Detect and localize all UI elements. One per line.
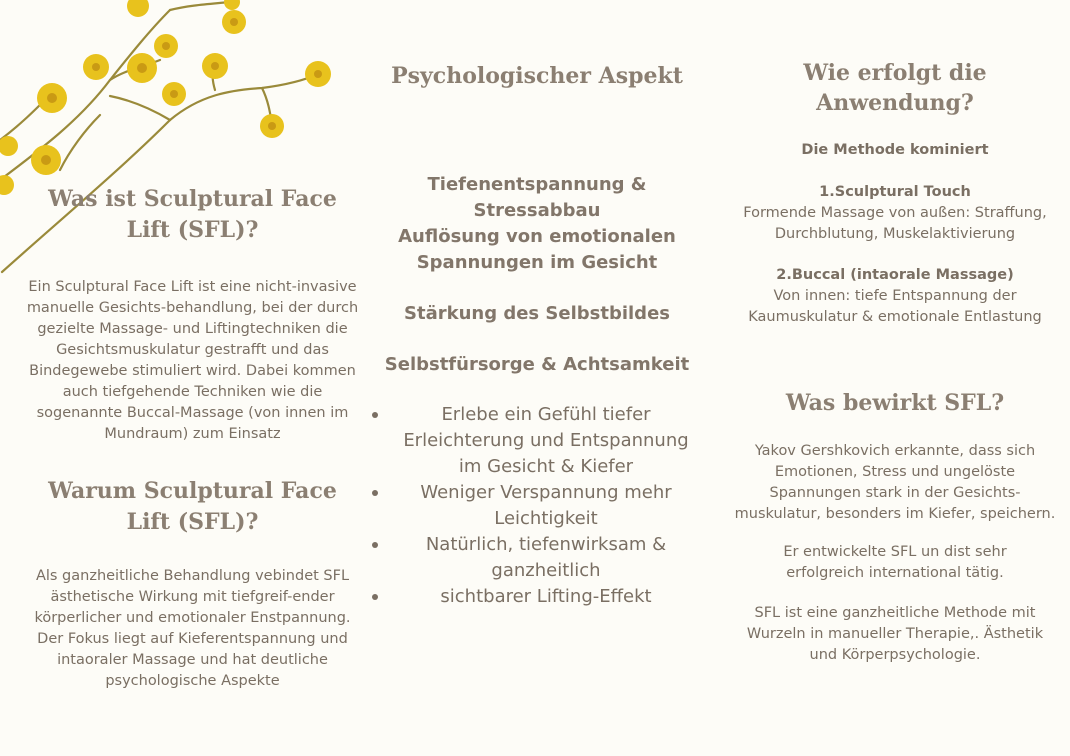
holistic-paragraph: SFL ist eine ganzheitliche Methode mit Wurzeln in manueller Therapie,. Ästhetik und Körperpsychologie. <box>746 605 1044 663</box>
method-2-title: 2.Buccal (intaorale Massage) <box>776 267 1014 283</box>
method-intro: Die Methode kominiert <box>801 142 989 158</box>
development-paragraph: Er entwickelte SFL un dist sehr erfolgreich international tätig. <box>783 544 1007 581</box>
list-item: Weniger Verspannung mehr Leichtigkeit <box>372 480 702 532</box>
benefit-list <box>372 402 702 610</box>
point-deep-relaxation: Tiefenentspannung & Stressabbau <box>427 174 647 221</box>
heading-what-is-sfl: Was ist Sculptural Face Lift (SFL)? <box>48 186 337 243</box>
why-sfl-text: Als ganzheitliche Behandlung vebindet SFL ästhetische Wirkung mit tiefgreif-ender körperlicher und emotionaler Enstpannung. Der Fokus liegt auf Kieferentspannung und intaoraler Massage und hat deutliche psychologische Aspekte <box>34 568 351 689</box>
method-1-title: 1.Sculptural Touch <box>819 184 971 200</box>
heading-how-applied: Wie erfolgt die Anwendung? <box>803 60 987 116</box>
point-emotional-release: Auflösung von emotionalen Spannungen im Gesicht <box>398 226 676 273</box>
method-2-text: Von innen: tiefe Entspannung der Kaumuskulatur & emotionale Entlastung <box>748 288 1042 325</box>
point-self-care: Selbstfürsorge & Achtsamkeit <box>384 354 690 375</box>
point-self-image: Stärkung des Selbstbildes <box>404 303 670 324</box>
what-is-sfl-text: Ein Sculptural Face Lift ist eine nicht-invasive manuelle Gesichts-behandlung, bei der durch gezielte Massage- und Liftingtechniken die Gesichtsmuskulatur gestrafft und das Bindegewebe stimuliert wird. Dabei kommen auch tiefgehende Techniken wie die sogenannte Buccal-Massage (von innen im Mundraum) zum Einsatz <box>26 279 359 442</box>
list-item: Natürlich, tiefenwirksam & ganzheitlich <box>372 532 702 584</box>
method-1-text: Formende Massage von außen: Straffung, Durchblutung, Muskelaktivierung <box>743 205 1047 242</box>
heading-what-sfl-does: Was bewirkt SFL? <box>785 390 1005 416</box>
heading-psychological-aspect: Psychologischer Aspekt <box>391 63 683 89</box>
founder-paragraph: Yakov Gershkovich erkannte, dass sich Emotionen, Stress und ungelöste Spannungen stark in der Gesichts-muskulatur, besonders im Kiefer, speichern. <box>734 443 1056 522</box>
heading-why-sfl: Warum Sculptural Face Lift (SFL)? <box>48 478 337 535</box>
list-item: Erlebe ein Gefühl tiefer Erleichterung und Entspannung im Gesicht & Kiefer <box>372 402 702 480</box>
list-item: sichtbarer Lifting-Effekt <box>372 584 702 610</box>
